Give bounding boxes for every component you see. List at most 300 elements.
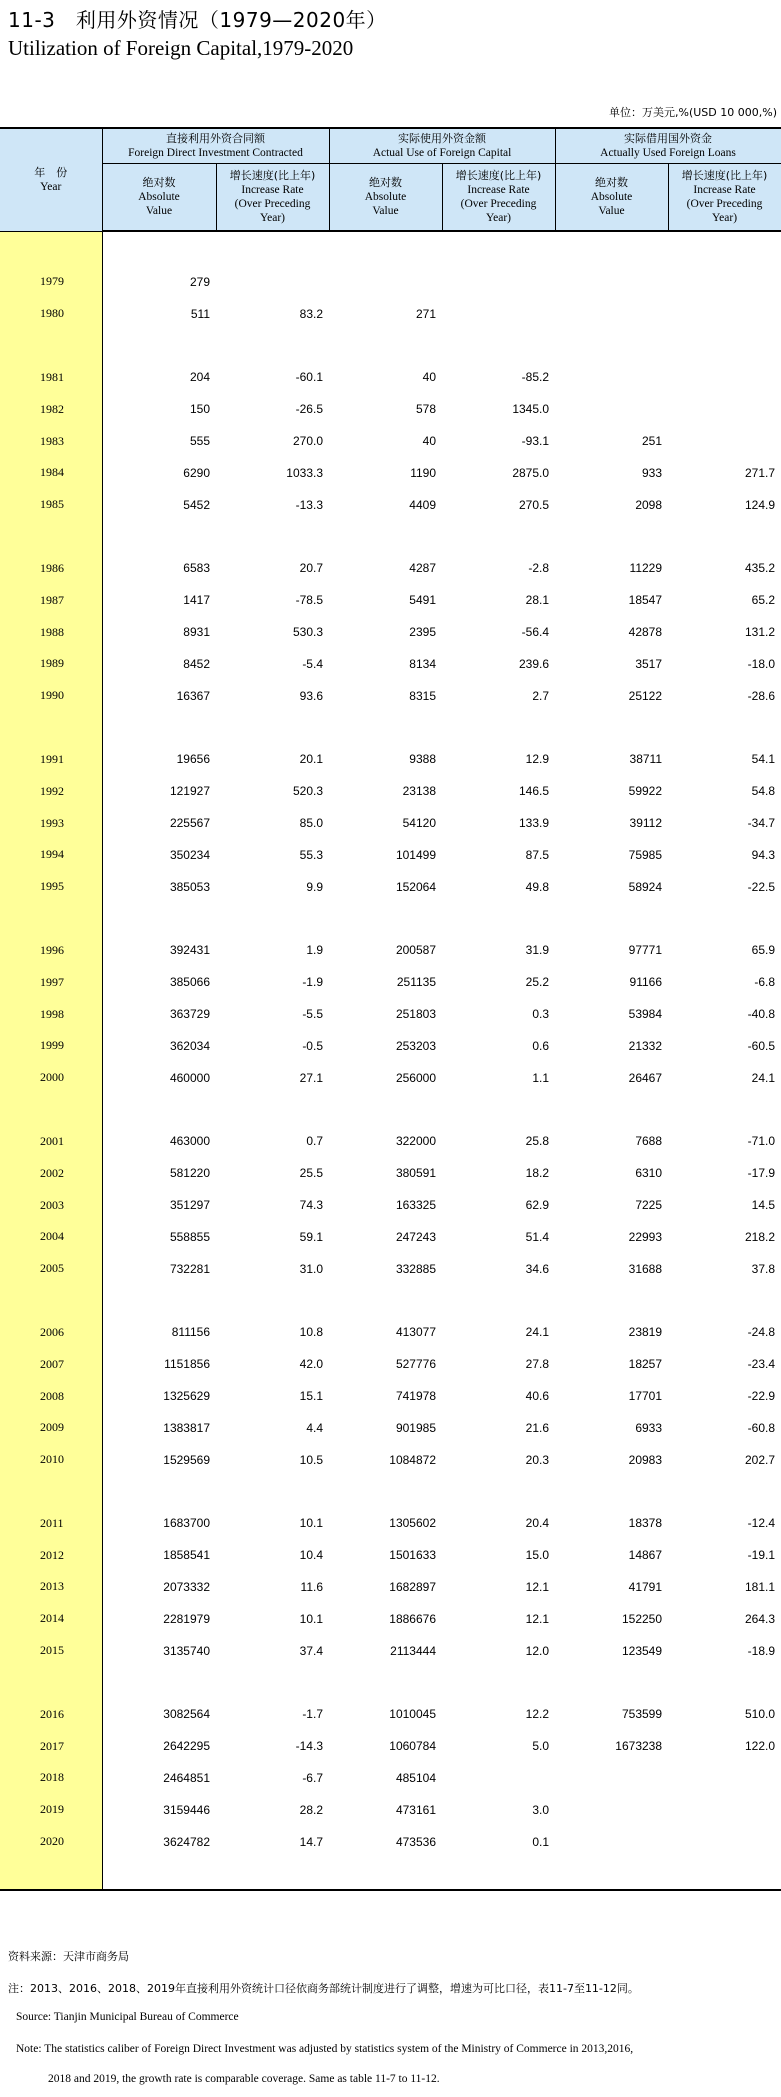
value-cell: 9388	[409, 752, 436, 767]
year-spacer-cell	[0, 1857, 102, 1890]
table-row	[0, 553, 781, 585]
value-cell: -2.8	[528, 561, 550, 576]
value-cell: 12.2	[525, 1707, 550, 1722]
value-cell: 279	[189, 274, 210, 289]
spacer-cell	[668, 1094, 781, 1126]
year-spacer-cell	[0, 1476, 102, 1508]
value-cell: 380591	[395, 1166, 436, 1181]
value-cell: 5452	[183, 497, 210, 512]
value-cell: 251135	[396, 975, 436, 990]
footer-note-en-2: 2018 and 2019, the growth rate is comparable coverage. Same as table 11-7 to 11-12.	[48, 2073, 440, 2085]
value-cell: -60.5	[747, 1038, 776, 1053]
value-cell: -13.3	[295, 497, 323, 512]
spacer-cell	[329, 231, 442, 266]
subheader-rate-cn: 增长速度(比上年)	[455, 169, 542, 182]
value-cell	[668, 393, 781, 425]
table-row	[0, 584, 781, 616]
unit-label: 单位：万美元,%(USD 10 000,%)	[609, 106, 777, 119]
value-cell: 12.1	[525, 1611, 550, 1626]
year-cell: 2010	[0, 1444, 102, 1476]
value-cell: 121927	[169, 784, 210, 799]
value-cell: 271	[415, 306, 436, 321]
value-cell: 2098	[635, 497, 663, 512]
value-cell: 3082564	[163, 1707, 210, 1722]
value-cell: 8452	[183, 656, 210, 671]
year-header-cn: 年 份	[34, 165, 68, 179]
year-cell: 1999	[0, 1030, 102, 1062]
year-spacer-cell	[0, 712, 102, 744]
value-cell: 16367	[176, 688, 210, 703]
value-cell: 54.8	[751, 784, 776, 799]
value-cell: 2281979	[163, 1611, 210, 1626]
value-cell: 21332	[628, 1038, 663, 1053]
value-cell: 5.0	[532, 1739, 550, 1754]
title-chinese: 11-3 利用外资情况（1979—2020年）	[8, 8, 387, 32]
value-cell: 3624782	[163, 1834, 210, 1849]
value-cell: 59922	[628, 784, 663, 799]
table-row	[0, 1826, 781, 1858]
value-cell: 811156	[171, 1325, 210, 1340]
table-spacer-row	[0, 712, 781, 744]
value-cell: 741978	[395, 1389, 436, 1403]
value-cell: 753599	[621, 1707, 663, 1722]
spacer-cell	[329, 1285, 442, 1317]
table-row	[0, 807, 781, 839]
group-header-fdi	[102, 128, 329, 164]
value-cell: 2395	[409, 625, 436, 640]
value-cell: 2113444	[390, 1643, 436, 1658]
table-row	[0, 1603, 781, 1635]
spacer-cell	[216, 1857, 329, 1890]
spacer-cell	[102, 1285, 216, 1317]
value-cell: 15.1	[299, 1389, 323, 1403]
value-cell: 0.1	[532, 1834, 550, 1849]
value-cell: 31688	[628, 1261, 663, 1276]
value-cell: 520.3	[292, 784, 323, 799]
value-cell	[329, 266, 442, 298]
table-spacer-row	[0, 1094, 781, 1126]
value-cell: 218.2	[744, 1229, 776, 1244]
year-cell: 1989	[0, 648, 102, 680]
table-row	[0, 489, 781, 521]
value-cell: 62.9	[525, 1198, 550, 1213]
value-cell: -28.6	[747, 688, 776, 703]
spacer-cell	[102, 1476, 216, 1508]
value-cell: 25.8	[525, 1134, 550, 1149]
spacer-cell	[442, 1476, 555, 1508]
value-cell: 1.1	[532, 1070, 550, 1085]
year-cell: 2000	[0, 1062, 102, 1094]
value-cell: 2642295	[163, 1739, 210, 1754]
spacer-cell	[102, 1857, 216, 1890]
subheader-rate	[442, 164, 555, 232]
value-cell: 20983	[628, 1452, 663, 1467]
year-spacer-cell	[0, 521, 102, 553]
value-cell: 1033.3	[286, 465, 323, 480]
value-cell: 65.9	[751, 943, 776, 958]
value-cell: 530.3	[292, 625, 323, 640]
table-row	[0, 1698, 781, 1730]
value-cell: 150	[189, 402, 210, 417]
value-cell: 4409	[409, 497, 436, 512]
spacer-cell	[555, 1285, 668, 1317]
value-cell: 20.7	[299, 561, 323, 576]
value-cell: 6933	[635, 1420, 663, 1435]
subheader-absolute	[102, 164, 216, 232]
value-cell	[555, 1794, 668, 1826]
table-row	[0, 935, 781, 967]
value-cell: -60.8	[747, 1420, 776, 1435]
value-cell: 37.4	[299, 1643, 323, 1658]
spacer-cell	[555, 1476, 668, 1508]
value-cell: 322000	[395, 1134, 436, 1149]
subheader-rate-cn: 增长速度(比上年)	[229, 169, 316, 182]
value-cell: 4.4	[306, 1420, 323, 1435]
value-cell	[555, 393, 668, 425]
value-cell: 21.6	[525, 1420, 550, 1435]
value-cell: 10.1	[299, 1611, 323, 1626]
value-cell: 75985	[628, 847, 663, 862]
spacer-cell	[216, 231, 329, 266]
value-cell: -19.1	[747, 1548, 776, 1563]
spacer-cell	[216, 1666, 329, 1698]
value-cell	[668, 1794, 781, 1826]
spacer-cell	[216, 1476, 329, 1508]
table-row	[0, 1571, 781, 1603]
subheader-rate-en: (Over Preceding	[234, 198, 311, 210]
year-cell: 2018	[0, 1762, 102, 1794]
value-cell: 0.3	[532, 1007, 550, 1022]
year-cell: 1996	[0, 935, 102, 967]
value-cell: 42.0	[299, 1357, 323, 1372]
value-cell: 933	[641, 465, 663, 480]
spacer-cell	[329, 330, 442, 362]
value-cell: 473161	[395, 1802, 436, 1817]
value-cell: 1529569	[163, 1452, 210, 1467]
group-header-loans	[555, 128, 781, 164]
spacer-cell	[555, 330, 668, 362]
spacer-cell	[668, 330, 781, 362]
spacer-cell	[329, 1666, 442, 1698]
spacer-cell	[555, 1857, 668, 1890]
value-cell: 2464851	[163, 1770, 210, 1785]
value-cell: 239.6	[518, 656, 550, 671]
value-cell: -1.7	[302, 1707, 323, 1722]
spacer-cell	[668, 1666, 781, 1698]
spacer-cell	[442, 712, 555, 744]
group-header-cn: 直接利用外资合同额	[166, 132, 265, 145]
table-row	[0, 616, 781, 648]
year-cell: 1981	[0, 362, 102, 394]
value-cell: 10.1	[299, 1516, 323, 1531]
value-cell: 225567	[169, 816, 210, 831]
subheader-absolute-en: Value	[598, 205, 625, 217]
value-cell: 55.3	[299, 847, 323, 862]
value-cell: 385066	[169, 975, 210, 990]
table-row	[0, 871, 781, 903]
year-spacer-cell	[0, 330, 102, 362]
subheader-rate-en: (Over Preceding	[460, 198, 537, 210]
value-cell: 26467	[628, 1070, 663, 1085]
value-cell: 15.0	[525, 1548, 550, 1563]
year-cell: 2020	[0, 1826, 102, 1858]
year-spacer-cell	[0, 1666, 102, 1698]
value-cell: 93.6	[299, 688, 323, 703]
footer-note-cn: 注：2013、2016、2018、2019年直接利用外资统计口径依商务部统计制度进行了调整，增速为可比口径，表11-7至11-12同。	[8, 1982, 639, 1995]
subheader-rate	[216, 164, 329, 232]
value-cell: 58924	[628, 879, 663, 894]
value-cell: 10.8	[299, 1325, 323, 1340]
value-cell	[442, 1762, 555, 1794]
table-row	[0, 1794, 781, 1826]
value-cell: 65.2	[751, 593, 776, 608]
value-cell: 14867	[628, 1548, 663, 1563]
subheader-absolute-en: Value	[372, 205, 399, 217]
value-cell: 24.1	[525, 1325, 550, 1340]
value-cell: 0.6	[532, 1038, 550, 1053]
spacer-cell	[216, 1094, 329, 1126]
value-cell: -5.4	[302, 656, 323, 671]
value-cell: 460000	[169, 1070, 210, 1085]
year-cell: 2007	[0, 1348, 102, 1380]
table-row	[0, 1030, 781, 1062]
value-cell: 24.1	[751, 1070, 776, 1085]
table-row	[0, 1730, 781, 1762]
subheader-rate-en: Increase Rate	[467, 184, 530, 196]
value-cell: 392431	[169, 943, 210, 958]
value-cell: 7225	[635, 1198, 663, 1213]
value-cell: 20.4	[525, 1516, 550, 1531]
value-cell: 12.0	[525, 1643, 550, 1658]
year-cell: 1980	[0, 298, 102, 330]
footer-source-cn: 资料来源：天津市商务局	[8, 1950, 129, 1963]
year-cell: 1992	[0, 775, 102, 807]
year-cell: 1998	[0, 998, 102, 1030]
spacer-cell	[329, 1094, 442, 1126]
spacer-cell	[102, 330, 216, 362]
value-cell: 122.0	[744, 1739, 776, 1754]
value-cell	[555, 1762, 668, 1794]
value-cell: 581220	[169, 1166, 210, 1181]
year-cell: 1990	[0, 680, 102, 712]
spacer-cell	[442, 1285, 555, 1317]
value-cell: 41791	[628, 1579, 663, 1594]
group-header-en: Foreign Direct Investment Contracted	[128, 147, 303, 159]
value-cell	[668, 425, 781, 457]
value-cell: -26.5	[295, 402, 323, 417]
value-cell: 256000	[395, 1070, 436, 1085]
year-cell: 1988	[0, 616, 102, 648]
spacer-cell	[102, 231, 216, 266]
spacer-cell	[102, 903, 216, 935]
spacer-cell	[668, 903, 781, 935]
year-header-en: Year	[40, 180, 62, 193]
spacer-cell	[668, 712, 781, 744]
year-cell: 2006	[0, 1317, 102, 1349]
group-header-actual-use	[329, 128, 555, 164]
value-cell	[555, 266, 668, 298]
value-cell: 9.9	[306, 879, 323, 894]
value-cell: 473536	[395, 1834, 436, 1849]
value-cell: 39112	[629, 816, 663, 831]
value-cell: 555	[189, 434, 210, 449]
year-cell: 2019	[0, 1794, 102, 1826]
spacer-cell	[668, 1476, 781, 1508]
value-cell: 54.1	[751, 752, 776, 767]
spacer-cell	[216, 712, 329, 744]
year-cell: 1984	[0, 457, 102, 489]
year-spacer-cell	[0, 903, 102, 935]
value-cell	[555, 1826, 668, 1858]
value-cell: 85.0	[299, 816, 323, 831]
year-cell: 1993	[0, 807, 102, 839]
value-cell: 527776	[395, 1357, 436, 1372]
value-cell: 558855	[169, 1229, 210, 1244]
value-cell: 253203	[395, 1038, 436, 1053]
value-cell: -71.0	[747, 1134, 776, 1149]
spacer-cell	[668, 1285, 781, 1317]
year-cell: 1994	[0, 839, 102, 871]
footer-source-en: Source: Tianjin Municipal Bureau of Commerce	[16, 2011, 239, 2023]
year-cell: 2003	[0, 1189, 102, 1221]
spacer-cell	[442, 330, 555, 362]
value-cell: 1683700	[163, 1516, 210, 1531]
value-cell: 200587	[395, 943, 436, 958]
year-cell: 1979	[0, 266, 102, 298]
value-cell	[668, 362, 781, 394]
foreign-capital-table	[0, 127, 781, 1891]
value-cell: 40.6	[525, 1389, 550, 1403]
value-cell: -23.4	[747, 1357, 776, 1372]
table-row	[0, 1508, 781, 1540]
value-cell: 8134	[409, 656, 436, 671]
table-row	[0, 362, 781, 394]
table-row	[0, 648, 781, 680]
value-cell: 54120	[402, 816, 436, 831]
subheader-rate-en: Increase Rate	[241, 184, 304, 196]
subheader-absolute-en: Absolute	[590, 191, 633, 203]
value-cell: 17701	[628, 1389, 663, 1403]
value-cell: 152064	[395, 879, 436, 894]
value-cell: 25.2	[525, 975, 550, 990]
spacer-cell	[555, 1666, 668, 1698]
subheader-rate-en: Year)	[259, 212, 286, 224]
value-cell: 97771	[628, 943, 663, 958]
value-cell: -78.5	[295, 593, 323, 608]
table-spacer-row	[0, 1476, 781, 1508]
value-cell: 1325629	[163, 1389, 210, 1403]
value-cell: 6290	[183, 465, 210, 480]
spacer-cell	[442, 1857, 555, 1890]
spacer-cell	[329, 903, 442, 935]
year-cell: 2016	[0, 1698, 102, 1730]
value-cell: 19656	[176, 752, 210, 767]
spacer-cell	[442, 1094, 555, 1126]
subheader-rate	[668, 164, 781, 232]
value-cell: 1345.0	[512, 402, 550, 417]
value-cell: 10.5	[299, 1452, 323, 1467]
spacer-cell	[442, 521, 555, 553]
table-row	[0, 425, 781, 457]
spacer-cell	[555, 903, 668, 935]
value-cell: 152250	[621, 1611, 663, 1626]
value-cell: 5491	[409, 593, 436, 608]
value-cell: -12.4	[747, 1516, 776, 1531]
value-cell	[442, 298, 555, 330]
value-cell: 14.7	[299, 1834, 323, 1849]
group-header-en: Actually Used Foreign Loans	[600, 147, 736, 159]
value-cell	[668, 298, 781, 330]
year-cell: 2004	[0, 1221, 102, 1253]
value-cell: 34.6	[525, 1261, 550, 1276]
year-cell: 1995	[0, 871, 102, 903]
value-cell: 2.7	[532, 688, 550, 703]
footer-note-en-1: Note: The statistics caliber of Foreign Direct Investment was adjusted by statistics system of the Ministry of Commerce in 2013,2016,	[16, 2043, 634, 2055]
year-cell: 1987	[0, 584, 102, 616]
table-row	[0, 1762, 781, 1794]
spacer-cell	[102, 521, 216, 553]
group-header-en: Actual Use of Foreign Capital	[372, 147, 512, 159]
value-cell: 435.2	[744, 561, 776, 576]
year-spacer-cell	[0, 1094, 102, 1126]
spacer-cell	[102, 1094, 216, 1126]
value-cell: 2875.0	[512, 465, 550, 480]
value-cell: 14.5	[751, 1198, 776, 1213]
value-cell	[668, 1762, 781, 1794]
spacer-cell	[329, 521, 442, 553]
value-cell: 40	[422, 370, 436, 385]
value-cell: 2073332	[163, 1579, 210, 1594]
value-cell: 1190	[410, 465, 436, 480]
value-cell: -85.2	[521, 370, 550, 385]
value-cell: 12.1	[525, 1579, 550, 1594]
value-cell: -93.1	[521, 434, 550, 449]
value-cell: 385053	[169, 879, 210, 894]
value-cell: 204	[189, 370, 210, 385]
value-cell: 247243	[395, 1229, 436, 1244]
value-cell: -17.9	[747, 1166, 776, 1181]
value-cell: 87.5	[525, 847, 550, 862]
value-cell: 1886676	[389, 1611, 436, 1626]
subheader-rate-en: (Over Preceding	[686, 198, 763, 210]
table-row	[0, 966, 781, 998]
value-cell: -60.1	[295, 370, 323, 385]
value-cell: 510.0	[744, 1707, 776, 1722]
table-row	[0, 998, 781, 1030]
value-cell: 37.8	[751, 1261, 776, 1276]
year-cell: 2017	[0, 1730, 102, 1762]
value-cell: 1060784	[389, 1739, 436, 1754]
table-row	[0, 1380, 781, 1412]
value-cell: -18.9	[747, 1643, 776, 1658]
value-cell: -0.5	[302, 1038, 323, 1053]
subheader-absolute-cn: 绝对数	[369, 176, 402, 189]
value-cell: 1010045	[389, 1707, 436, 1722]
value-cell: 18547	[628, 593, 663, 608]
value-cell: 350234	[169, 847, 210, 862]
subheader-absolute-en: Absolute	[364, 191, 407, 203]
table-spacer-row	[0, 1285, 781, 1317]
value-cell: -24.8	[747, 1325, 776, 1340]
value-cell: 1383817	[163, 1420, 210, 1435]
spacer-cell	[216, 521, 329, 553]
value-cell: 463000	[169, 1134, 210, 1149]
year-cell: 2011	[0, 1508, 102, 1540]
table-row	[0, 1317, 781, 1349]
value-cell: -6.8	[754, 975, 776, 990]
value-cell: 732281	[169, 1261, 210, 1276]
subheader-rate-cn: 增长速度(比上年)	[681, 169, 768, 182]
